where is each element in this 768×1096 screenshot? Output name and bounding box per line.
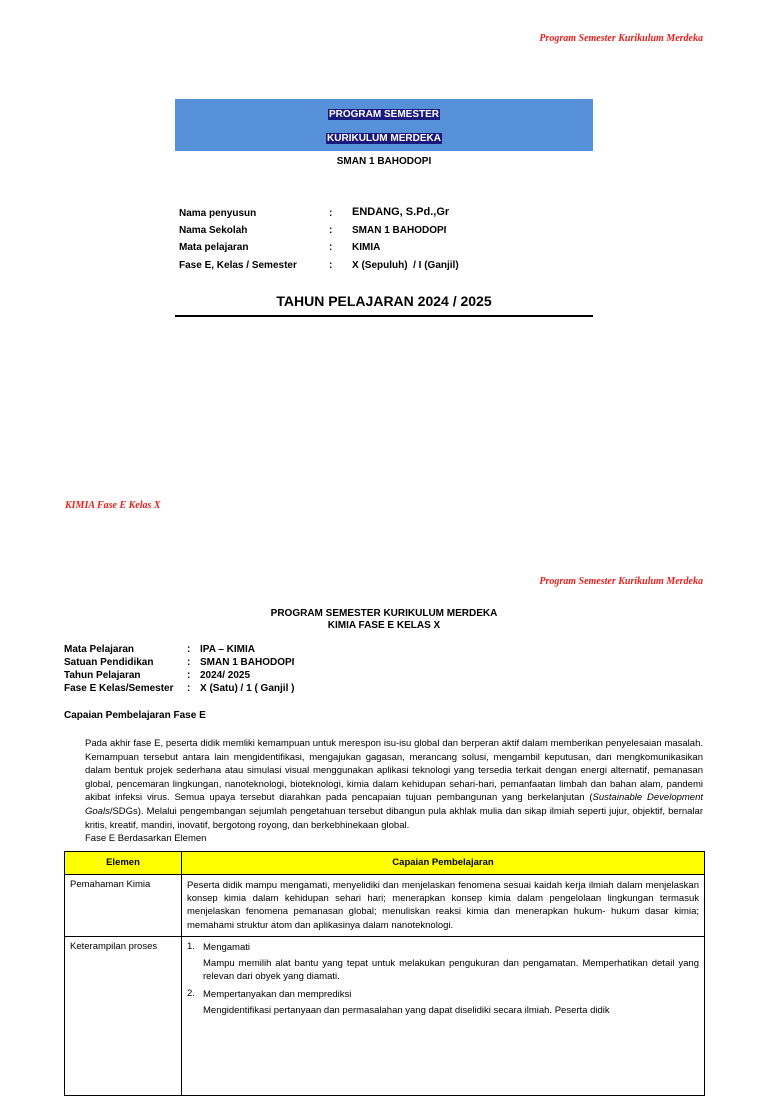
identity-value: ENDANG, S.Pd.,Gr [352,206,450,218]
element-cell: Pemahaman Kimia [65,875,182,937]
info-label: Fase E Kelas/Semester [64,683,174,694]
list-item [187,988,699,1017]
title-line-2: KURIKULUM MERDEKA [327,133,441,144]
list-title: Mempertanyakan dan memprediksi [203,988,352,1000]
identity-value: X (Sepuluh) / I (Ganjil) [352,260,459,271]
info-label: Mata Pelajaran [64,644,135,655]
identity-value: KIMIA [352,242,381,253]
year-underline [175,315,593,317]
table-row [65,937,705,1096]
page-footer-note: KIMIA Fase E Kelas X [65,500,161,511]
cp-cell [182,937,705,1096]
list-body: Mampu memilih alat bantu yang tepat untuk melakukan pengukuran dan pengamatan. Memperhatikan detail yang relevan dari obyek yang diamati. [203,958,699,983]
school-name: SMAN 1 BAHODOPI [336,156,432,167]
page-title: PROGRAM SEMESTER KURIKULUM MERDEKA [270,608,498,619]
academic-year: TAHUN PELAJARAN 2024 / 2025 [276,293,492,309]
list-number: 1. [187,941,195,952]
list-title: Mengamati [203,942,250,953]
page-header-note: Program Semester Kurikulum Merdeka [539,576,703,587]
sdg-italic: Sustainable Development Goals [85,792,704,817]
table-header-elemen: Elemen [65,852,182,875]
identity-sep: : [329,260,333,271]
list-body: Mengidentifikasi pertanyaan dan permasalahan yang dapat diselidiki secara ilmiah. Peserta didik [203,1004,610,1016]
page-subtitle: KIMIA FASE E KELAS X [327,620,441,631]
cp-cell [182,875,705,937]
list-item [187,941,699,988]
info-value: IPA – KIMIA [200,644,256,655]
list-number: 2. [187,987,195,999]
cp-text: Peserta didik mampu mengamati, menyelidiki dan menjelaskan fenomena sesuai kaidah kerja ilmiah dalam menjelaskan konsep kimia dalam kehidupan sehari hari; menerapkan konsep kimia dalam pengelolaan lingkungan termasuk menjelaskan fenomena pemanasan global; menuliskan reaksi kimia dan menerapkan hukum- hukum dasar kimia; memahami struktur atom dan aplikasinya dalam nanoteknologi. [187,880,699,931]
identity-label: Mata pelajaran [179,242,249,253]
identity-sep: : [329,208,333,219]
table-header-row [65,852,705,875]
cp-table [64,851,705,1096]
info-label: Satuan Pendidikan [64,657,154,668]
identity-sep: : [329,225,333,236]
identity-sep: : [329,242,333,253]
table-header-capaian: Capaian Pembelajaran [182,852,705,875]
info-sep: : [187,644,191,655]
info-sep: : [187,657,191,668]
elements-intro: Fase E Berdasarkan Elemen [85,833,207,844]
identity-label: Nama penyusun [179,208,257,219]
identity-label: Nama Sekolah [179,225,248,236]
element-cell: Keterampilan proses [65,937,182,1096]
identity-label: Fase E, Kelas / Semester [179,260,297,271]
info-value: 2024/ 2025 [200,670,251,681]
section-heading: Capaian Pembelajaran Fase E [64,710,206,721]
info-value: X (Satu) / 1 ( Ganjil ) [200,683,295,694]
title-band [175,99,593,151]
table-row [65,875,705,937]
info-value: SMAN 1 BAHODOPI [200,657,295,668]
page-header-note: Program Semester Kurikulum Merdeka [539,33,703,44]
info-sep: : [187,683,191,694]
cp-paragraph: Pada akhir fase E, peserta didik memliki kemampuan untuk merespon isu-isu global dan berperan aktif dalam memberikan penyelesaian masalah. Kemampuan tersebut antara lain mengidentifikasi, mengajukan gagasan, merancang solusi, mengambil keputusan, dan mengkomunikasikan dalam bentuk projek sederhana atau simulasi visual menggunakan aplikasi teknologi yang tersedia terkait dengan energi alternatif, pemanasan global, pencemaran lingkungan, nanoteknologi, bioteknologi, kimia dalam kehidupan sehari-hari, pemanfaatan limbah dan bahan alam, pandemi akibat infeksi virus. Semua upaya tersebut diarahkan pada pencapaian tujuan pembangunan yang berkelanjutan (Sustainable Development Goals/SDGs). Melalui pengembangan sejumlah pengetahuan tersebut dibangun pula akhlak mulia dan sikap ilmiah seperti jujur, objektif, bernalar kritis, kreatif, mandiri, inovatif, bergotong royong, dan berkebhinekaan global. [85,738,704,831]
title-line-1: PROGRAM SEMESTER [328,109,439,120]
info-sep: : [187,670,191,681]
identity-value: SMAN 1 BAHODOPI [352,225,447,236]
info-label: Tahun Pelajaran [64,670,141,681]
